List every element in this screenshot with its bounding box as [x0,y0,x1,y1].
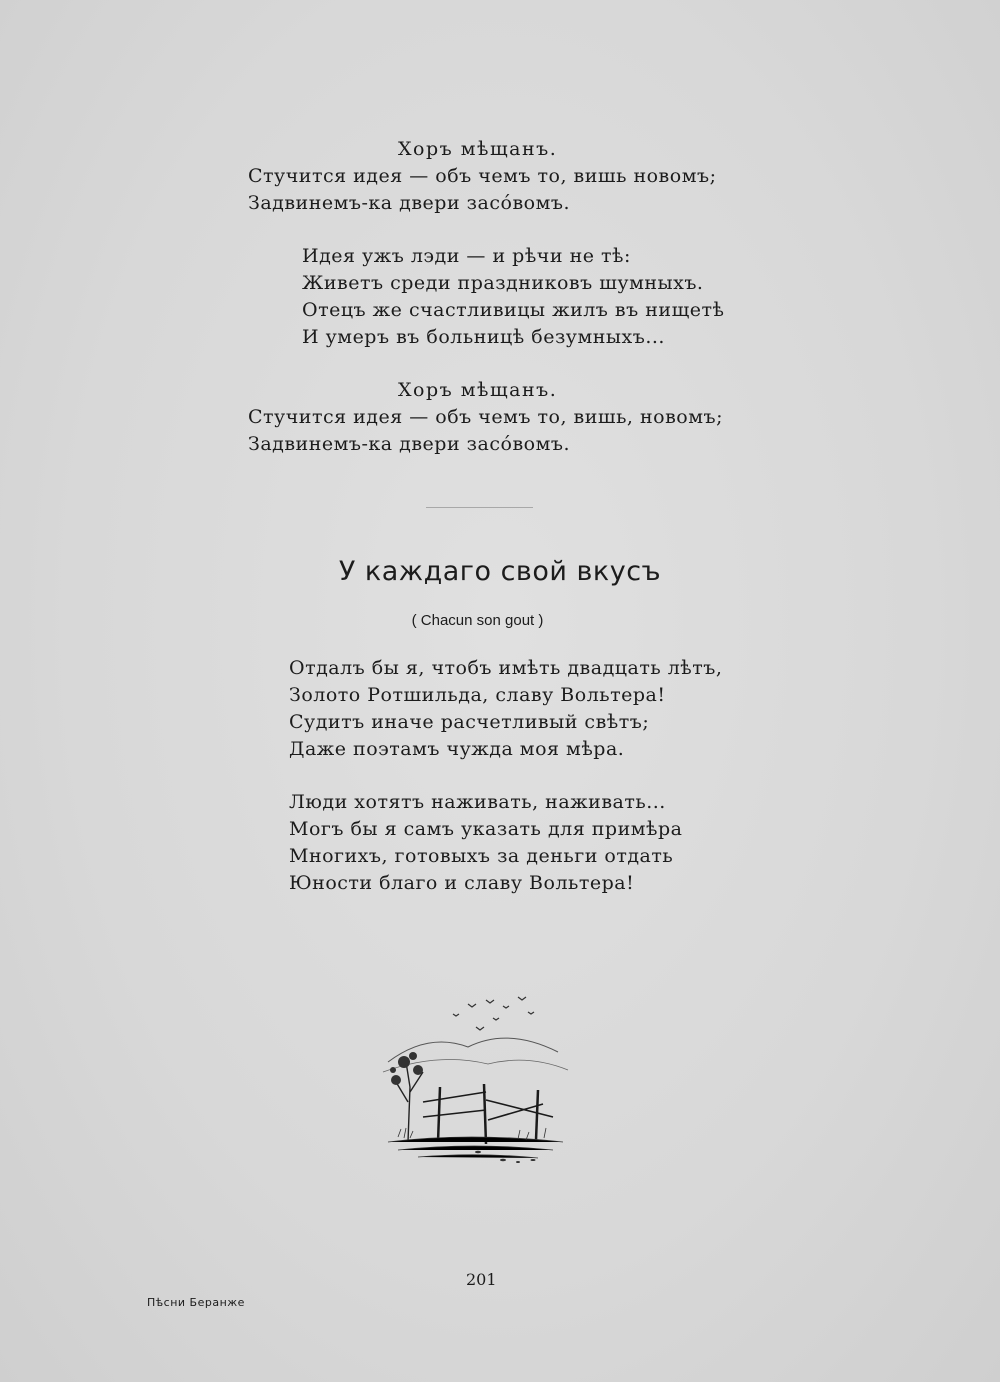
poem-title: У каждаго свой вкусъ [338,556,662,587]
verse-line: Отецъ же счастливицы жилъ въ нищетѣ [302,299,725,321]
verse-line: Могъ бы я самъ указать для примѣра [289,818,683,840]
verse-line: Задвинемъ-ка двери засо́вомъ. [248,192,570,214]
verse-line: Даже поэтамъ чужда моя мѣра. [289,738,625,760]
verse-line: Судитъ иначе расчетливый свѣтъ; [289,711,650,733]
verse-line: Задвинемъ-ка двери засо́вомъ. [248,433,570,455]
page-number: 201 [466,1270,497,1289]
verse-block-chorus [248,136,724,458]
verse-line: И умеръ въ больницѣ безумныхъ... [302,326,665,348]
poem-subtitle: ( Chacun son gout ) [411,612,544,629]
stanza-heading: Хоръ мѣщанъ. [398,379,558,401]
verse-line: Стучится идея — объ чемъ то, вишь новомъ; [248,165,717,187]
verse-line: Стучится идея — объ чемъ то, вишь, новомъ; [248,406,724,428]
verse-line: Живетъ среди праздниковъ шумныхъ. [302,272,704,294]
verse-line: Идея ужъ лэди — и рѣчи не тѣ: [302,245,631,267]
verse-line: Отдалъ бы я, чтобъ имѣть двадцать лѣтъ, [289,657,723,679]
verse-block-poem [289,655,722,897]
landscape-vignette-illustration [368,992,578,1167]
verse-line: Люди хотятъ наживать, наживать... [289,791,666,813]
stanza-heading: Хоръ мѣщанъ. [398,138,558,160]
verse-line: Золото Ротшильда, славу Вольтера! [289,684,666,706]
section-divider [426,507,533,508]
running-footer: Пѣсни Беранже [147,1296,245,1309]
verse-line: Многихъ, готовыхъ за деньги отдать [289,845,674,867]
verse-line: Юности благо и славу Вольтера! [289,872,635,894]
